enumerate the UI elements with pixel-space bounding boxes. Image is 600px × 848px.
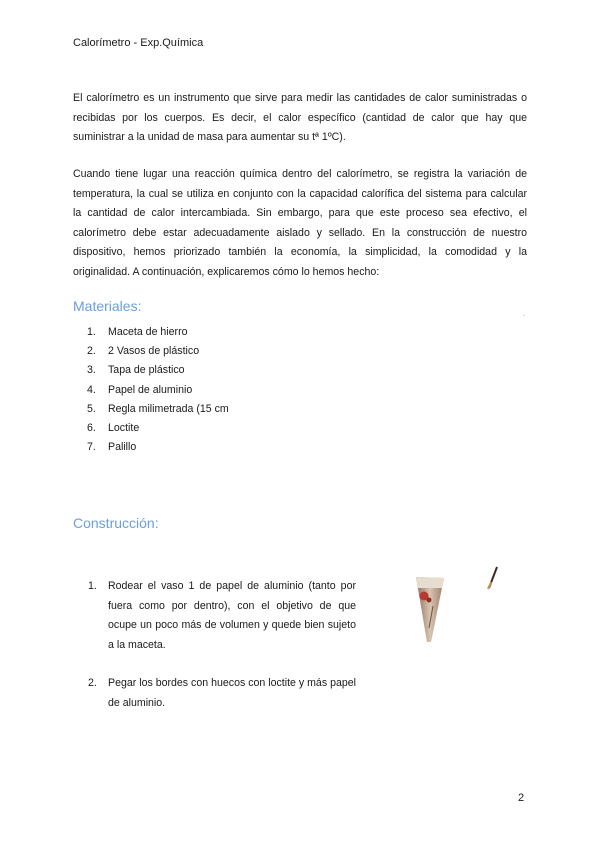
construction-step-2: 2. Pegar los bordes con huecos con loctite y más papel de aluminio. [88, 677, 356, 709]
materials-heading: Materiales: [73, 298, 142, 314]
construction-heading: Construcción: [73, 515, 159, 531]
list-item: 2. 2 Vasos de plástico [87, 345, 200, 358]
toothpick-image [488, 567, 497, 589]
intro-paragraph-2: Cuando tiene lugar una reacción química dentro del calorímetro, se registra la variación de temperatura, la cual se utiliza en conjunto con la capacidad calorífica del sistema para calcular la cantidad de calor intercambiada. Sin embargo, para que este proceso sea efectivo, el calorímetro debe estar adecuadamente aislado y sellado. En la construcción de nuestro dispositivo, hemos priorizado también la economía, la simplicidad, la comodidad y la originalidad. A continuación, explicaremos cómo lo hemos hecho: [73, 168, 527, 278]
list-item: 4. Papel de aluminio [87, 383, 193, 396]
construction-step-1: 1. Rodear el vaso 1 de papel de aluminio (tanto por fuera como por dentro), con el objetivo de que ocupe un poco más de volumen y quede bien sujeto a la maceta. [88, 580, 356, 651]
list-item: 7. Palillo [87, 441, 137, 454]
list-item: 3. Tapa de plástico [87, 364, 185, 377]
document-header: Calorímetro - Exp.Química [73, 37, 204, 49]
list-item: 5. Regla milimetrada (15 cm [87, 402, 229, 415]
aluminum-cup-image [416, 577, 444, 642]
list-item: 6. Loctite [87, 421, 140, 434]
list-item: 1. Maceta de hierro [87, 326, 188, 338]
intro-paragraph-1: El calorímetro es un instrumento que sirve para medir las cantidades de calor suministradas o recibidas por los cuerpos. Es decir, el calor específico (cantidad de calor que hay que suministrar a la unidad de masa para aumentar su tª 1ºC). [73, 92, 527, 143]
page-number: 2 [518, 792, 525, 804]
